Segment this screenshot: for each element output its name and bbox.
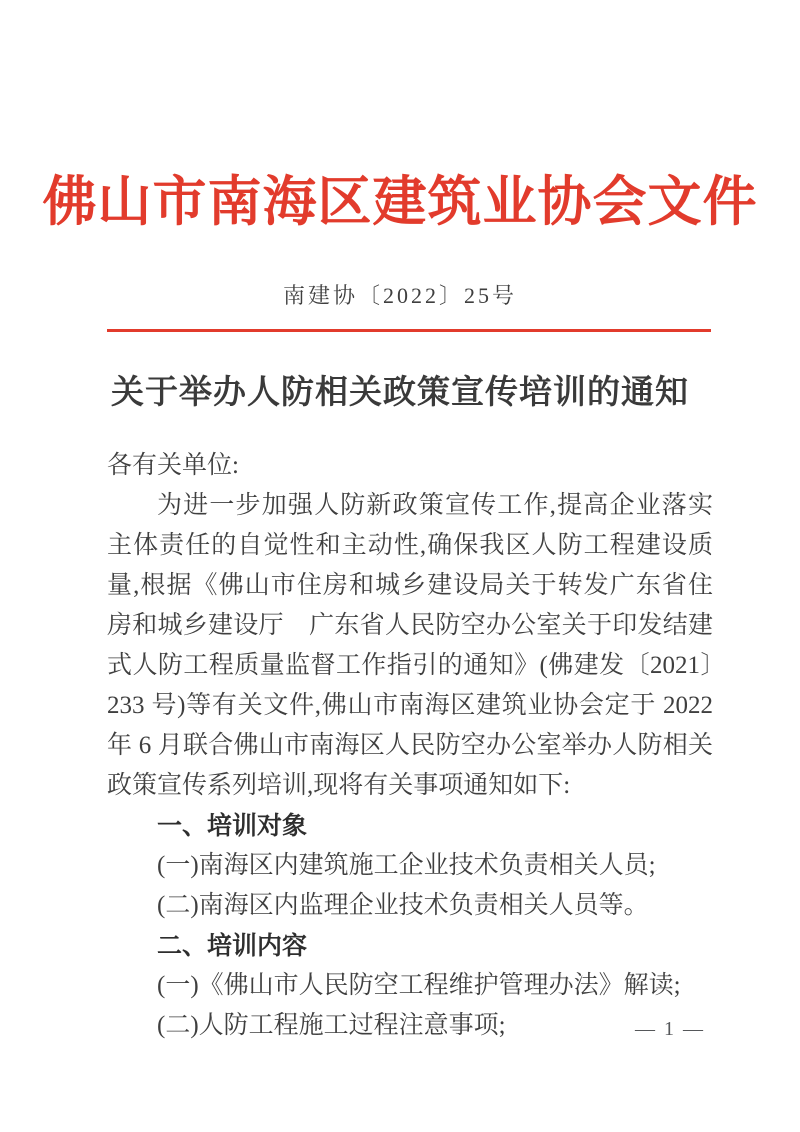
red-divider-line xyxy=(107,329,711,332)
document-number: 南建协〔2022〕25号 xyxy=(282,283,517,308)
section-2-heading: 二、培训内容 xyxy=(157,932,308,960)
document-body xyxy=(107,446,713,1046)
section-1-item-2: (二)南海区内监理企业技术负责相关人员等。 xyxy=(157,892,649,919)
section-1-heading: 一、培训对象 xyxy=(157,812,308,840)
document-title: 关于举办人防相关政策宣传培训的通知 xyxy=(111,375,689,411)
intro-paragraph: 为进一步加强人防新政策宣传工作,提高企业落实主体责任的自觉性和主动性,确保我区人防工程建设质量,根据《佛山市住房和城乡建设局关于转发广东省住房和城乡建设厅 广东省人民防空办公室关于印发结建式人防工程质量监督工作指引的通知》(佛建发〔2021〕233 号)等有关文件,佛山市南海区建筑业协会定于 2022 年 6 月联合佛山市南海区人民防空办公室举办人防相关政策宣传系列培训,现将有关事项通知如下: xyxy=(107,492,713,799)
section-1-item-1: (一)南海区内建筑施工企业技术负责相关人员; xyxy=(157,852,656,879)
agency-header-title: 佛山市南海区建筑业协会文件 xyxy=(42,172,758,232)
page-number: — 1 — xyxy=(635,1018,705,1040)
section-2-item-1: (一)《佛山市人民防空工程维护管理办法》解读; xyxy=(157,972,681,999)
salutation: 各有关单位: xyxy=(107,452,239,479)
section-2-item-2: (二)人防工程施工过程注意事项; xyxy=(157,1012,506,1039)
